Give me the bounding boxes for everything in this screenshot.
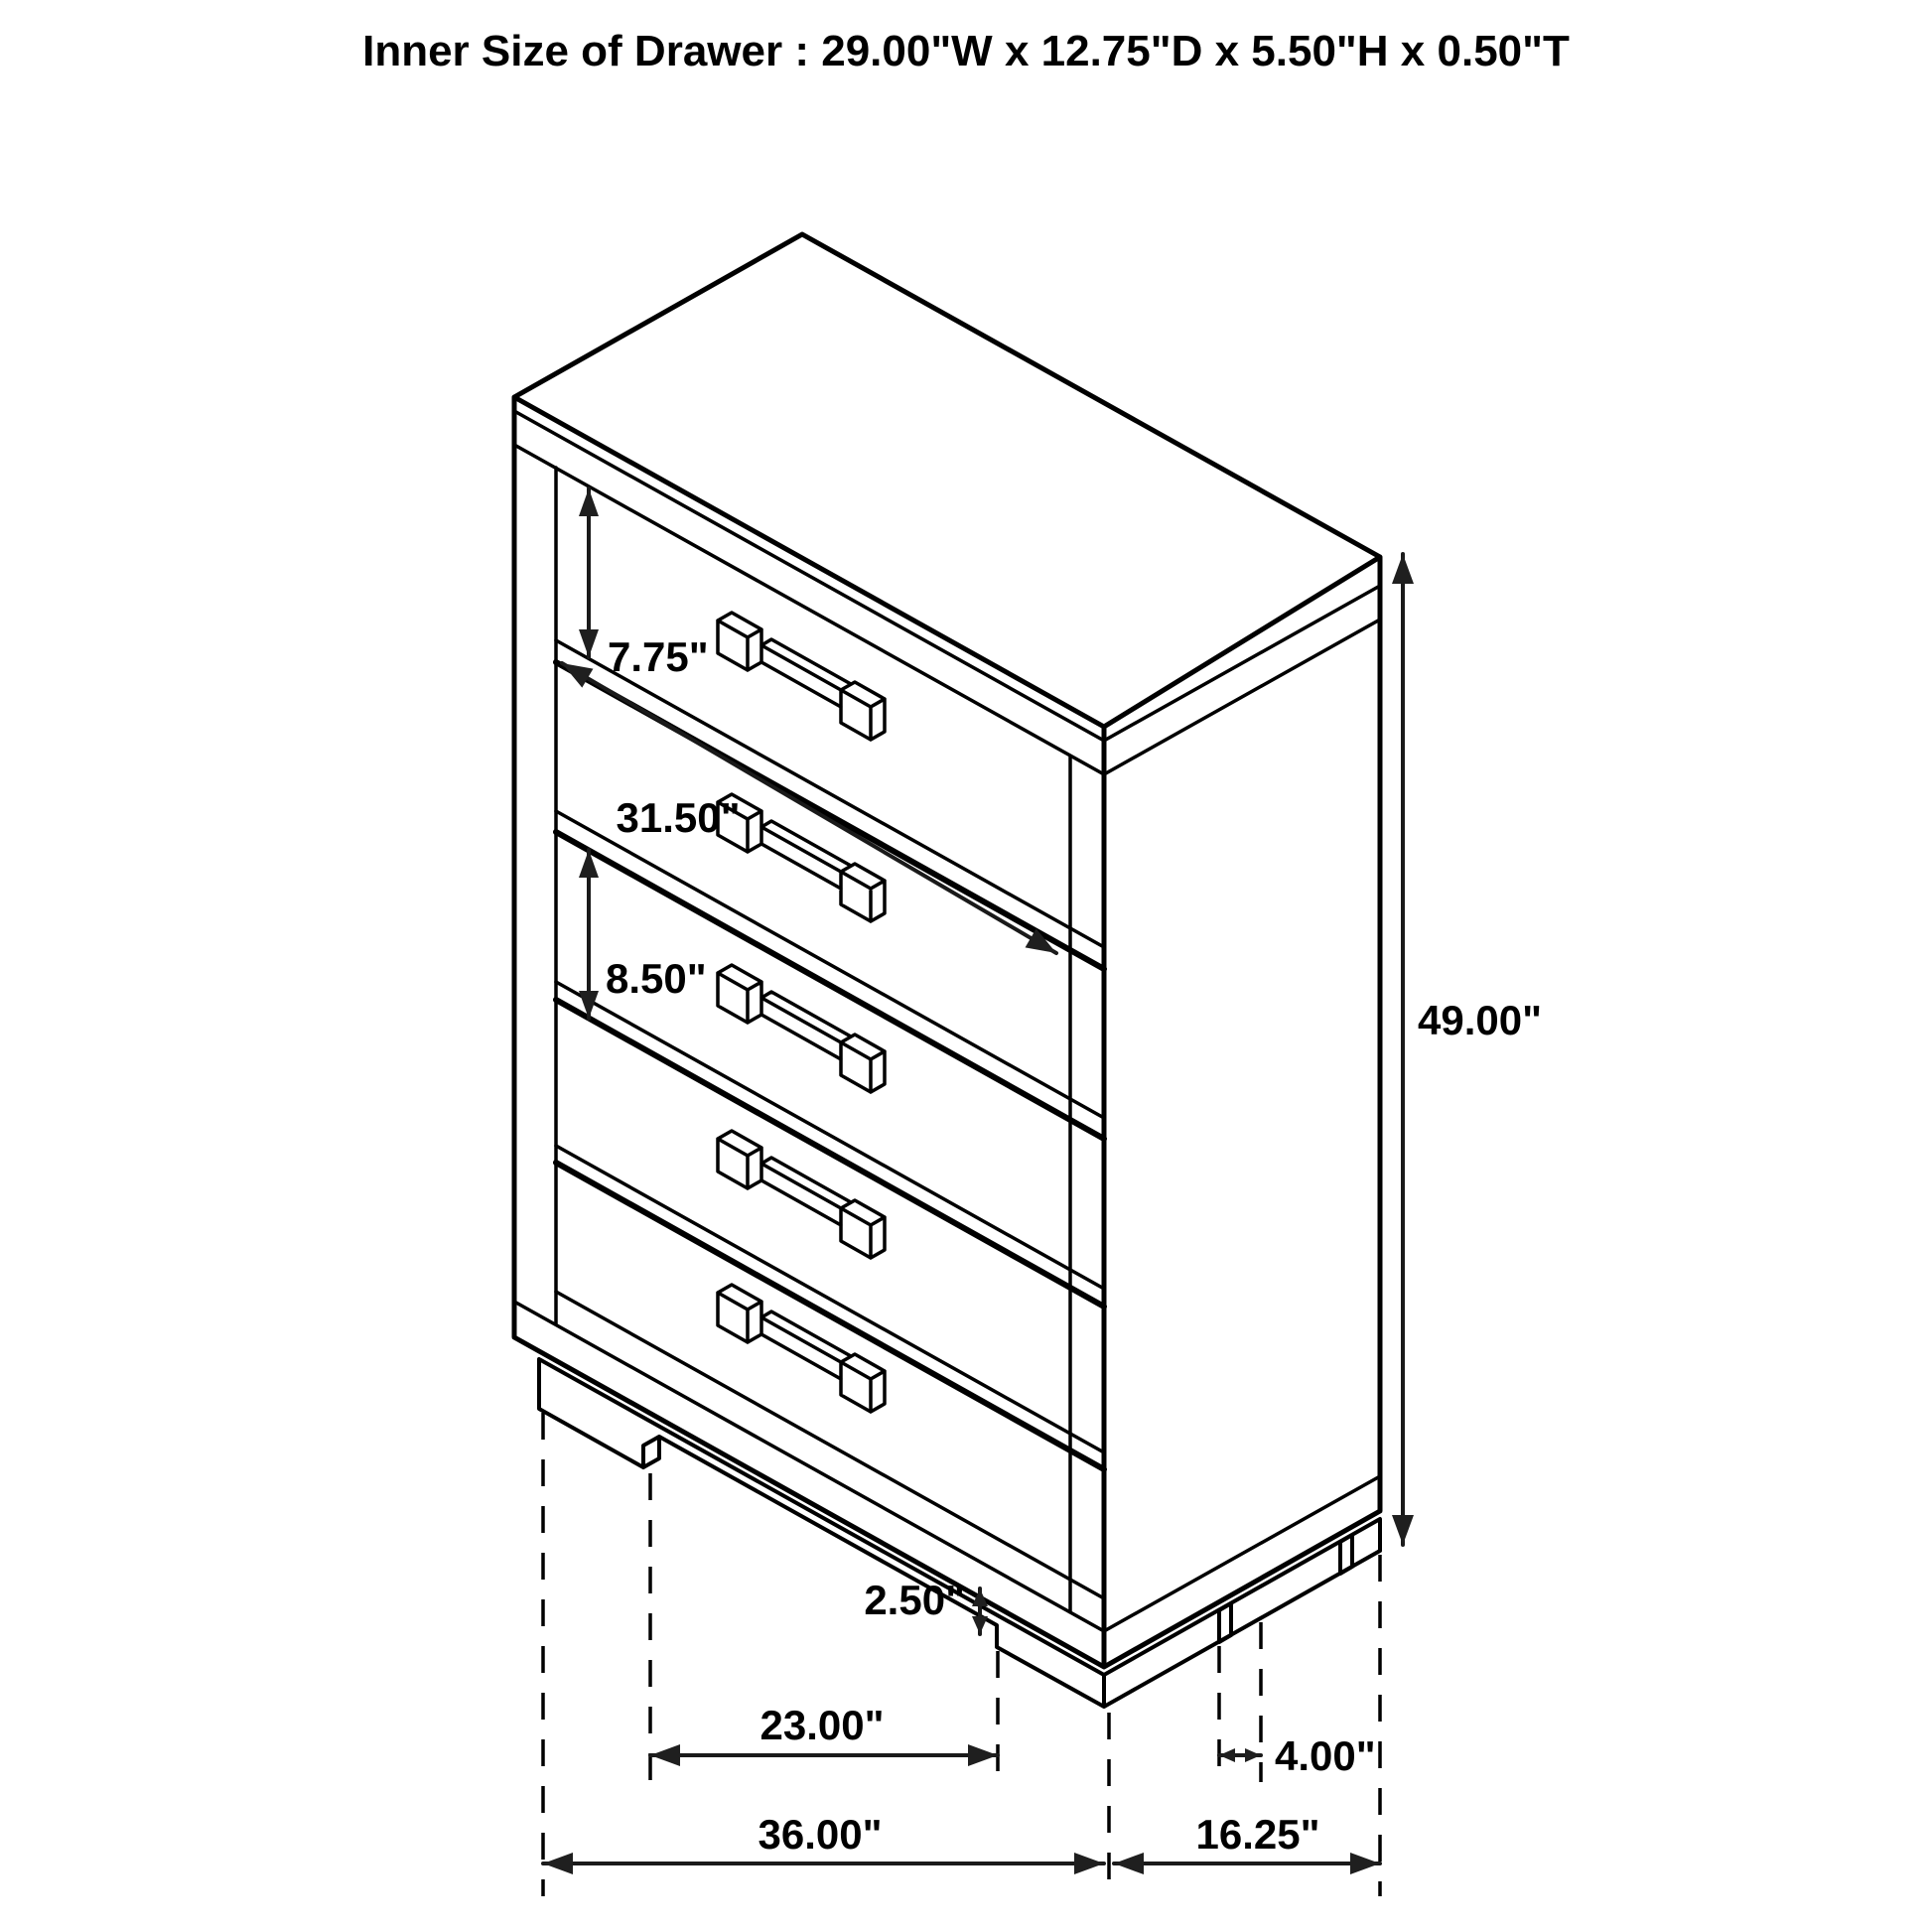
- arrowhead-9b: [1245, 1748, 1261, 1762]
- dim-base-height-label: 2.50": [864, 1577, 965, 1623]
- arrowhead-7b: [1074, 1853, 1104, 1874]
- arrowhead-1a: [579, 488, 599, 516]
- labels: [362, 27, 1570, 1858]
- diagram-title: Inner Size of Drawer : 29.00"W x 12.75"D x 5.50"H x 0.50"T: [362, 27, 1570, 75]
- dim-drawer-front-width-label: 31.50": [616, 794, 741, 841]
- dim-side-leg-width-label: 4.00": [1275, 1732, 1376, 1779]
- base-plinth: [539, 1359, 1380, 1707]
- arrowhead-4b: [1392, 1515, 1414, 1545]
- arrowhead-5b: [972, 1616, 988, 1634]
- dim-overall-depth-label: 16.25": [1195, 1811, 1320, 1858]
- arrowhead-7a: [543, 1853, 573, 1874]
- dim-overall-width-label: 36.00": [758, 1811, 883, 1858]
- drawer-handle-3: [718, 965, 885, 1092]
- arrowhead-5a: [972, 1588, 988, 1606]
- dim-front-leg-spacing-label: 23.00": [759, 1702, 885, 1748]
- arrowhead-6b: [968, 1744, 998, 1766]
- dim-second-drawer-height-label: 8.50": [606, 955, 707, 1002]
- drawer-handle-5: [718, 1285, 885, 1412]
- dim-overall-height-label: 49.00": [1418, 997, 1543, 1043]
- dim-top-drawer-height-label: 7.75": [608, 633, 709, 680]
- dimension-arrowheads: [543, 488, 1414, 1874]
- dimension-lines: [543, 488, 1403, 1863]
- arrowhead-6a: [650, 1744, 680, 1766]
- plinth-and-legs-path: [539, 1359, 1380, 1707]
- drawer-dividers: [556, 640, 1104, 1598]
- drawer-handles: [718, 613, 885, 1412]
- drawer-divider-thin-lines: [556, 640, 1104, 1598]
- arrowhead-4a: [1392, 554, 1414, 584]
- drawer-divider-thick-lines: [556, 662, 1104, 1469]
- arrowhead-8a: [1114, 1853, 1144, 1874]
- drawer-handle-2: [718, 794, 885, 921]
- arrowhead-3a: [562, 663, 593, 688]
- arrowhead-8b: [1350, 1853, 1380, 1874]
- arrowhead-9a: [1219, 1748, 1235, 1762]
- drawer-handle-1: [718, 613, 885, 740]
